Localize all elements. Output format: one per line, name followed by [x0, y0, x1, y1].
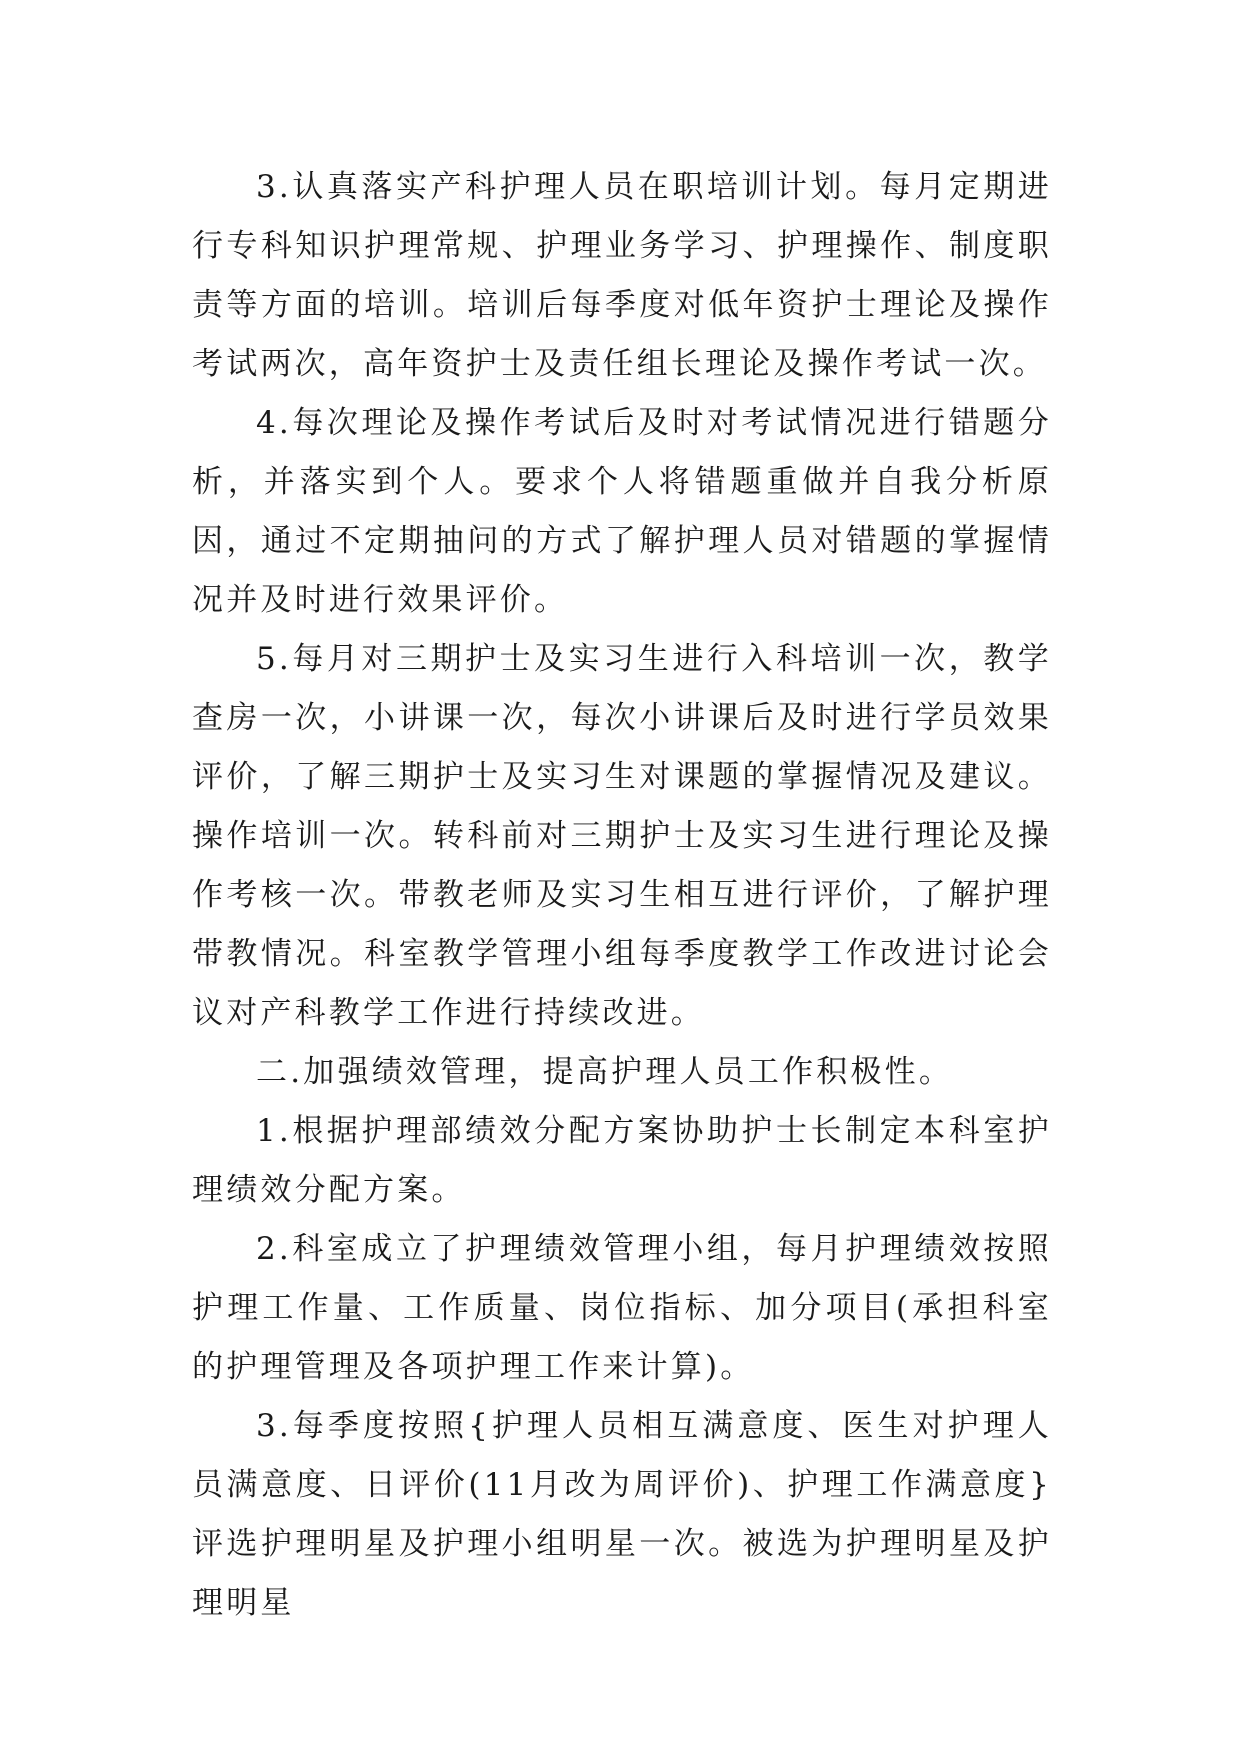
section-heading-performance: 二.加强绩效管理，提高护理人员工作积极性。: [256, 1054, 954, 1090]
paragraph-training-plan: 3.认真落实产科护理人员在职培训计划。每月定期进行专科知识护理常规、护理业务学习、护理操作、制度职责等方面的培训。培训后每季度对低年资护士理论及操作考试两次，高年资护士及责任组长理论及操作考试一次。: [192, 169, 1052, 382]
paragraph-intern-training: 5.每月对三期护士及实习生进行入科培训一次，教学查房一次，小讲课一次，每次小讲课后及时进行学员效果评价，了解三期护士及实习生对课题的掌握情况及建议。操作培训一次。转科前对三期护士及实习生进行理论及操作考核一次。带教老师及实习生相互进行评价，了解护理带教情况。科室教学管理小组每季度教学工作改进讨论会议对产科教学工作进行持续改进。: [192, 641, 1052, 1031]
paragraph-performance-plan: 1.根据护理部绩效分配方案协助护士长制定本科室护理绩效分配方案。: [192, 1113, 1052, 1208]
paragraph-star-selection: 3.每季度按照{护理人员相互满意度、医生对护理人员满意度、日评价(11月改为周评价)、护理工作满意度}评选护理明星及护理小组明星一次。被选为护理明星及护理明星: [192, 1408, 1052, 1621]
document-body: [192, 158, 1052, 1633]
paragraph-exam-analysis: 4.每次理论及操作考试后及时对考试情况进行错题分析，并落实到个人。要求个人将错题重做并自我分析原因，通过不定期抽问的方式了解护理人员对错题的掌握情况并及时进行效果评价。: [192, 405, 1052, 618]
paragraph-performance-group: 2.科室成立了护理绩效管理小组，每月护理绩效按照护理工作量、工作质量、岗位指标、加分项目(承担科室的护理管理及各项护理工作来计算)。: [192, 1231, 1052, 1385]
